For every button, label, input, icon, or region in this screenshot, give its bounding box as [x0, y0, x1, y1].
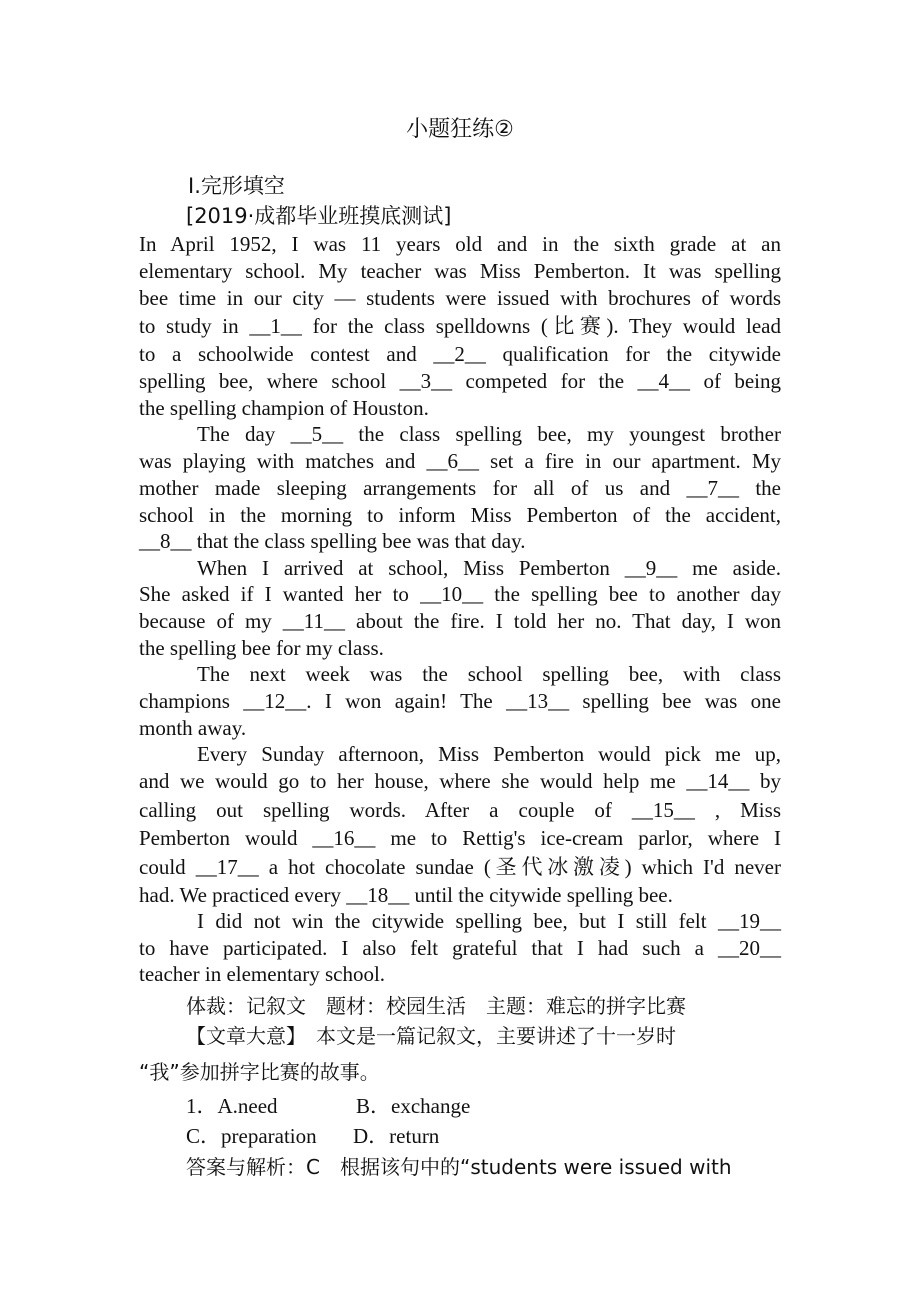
answer-line: 答案与解析：C 根据该句中的“students were issued with — [186, 1155, 732, 1179]
passage-line: because of my __11__ about the fire. I told her no. That day, I won — [139, 609, 781, 633]
passage-line: to a schoolwide contest and __2__ qualification for the citywide — [139, 342, 781, 366]
passage-line: month away. — [139, 716, 247, 740]
passage-line: school in the morning to inform Miss Pemberton of the accident, — [139, 503, 781, 527]
passage-line: mother made sleeping arrangements for all of us and __7__ the — [139, 476, 781, 500]
passage-line: Every Sunday afternoon, Miss Pemberton would pick me up, — [197, 742, 781, 766]
passage-line: to have participated. I also felt grateful that I had such a __20__ — [139, 936, 781, 960]
passage-line: elementary school. My teacher was Miss Pemberton. It was spelling — [139, 259, 781, 283]
passage-line: She asked if I wanted her to __10__ the spelling bee to another day — [139, 582, 781, 606]
summary-line-2: “我”参加拼字比赛的故事。 — [139, 1060, 380, 1084]
passage-line: Pemberton would __16__ me to Rettig's ice-cream parlor, where I — [139, 826, 781, 850]
option-c: C．preparation — [186, 1124, 317, 1148]
summary-line-1: 【文章大意】 本文是一篇记叙文，主要讲述了十一岁时 — [186, 1024, 676, 1048]
passage-line: calling out spelling words. After a couple of __15__ , Miss — [139, 798, 781, 822]
passage-line: the spelling champion of Houston. — [139, 396, 429, 420]
passage-line: champions __12__. I won again! The __13__ spelling bee was one — [139, 689, 781, 713]
option-a: 1．A.need — [186, 1094, 278, 1118]
passage-line: spelling bee, where school __3__ competed for the __4__ of being — [139, 369, 781, 393]
page-title: 小题狂练② — [406, 117, 514, 142]
section-label: Ⅰ.完形填空 — [188, 174, 285, 198]
option-d: D．return — [353, 1124, 440, 1148]
passage-line: the spelling bee for my class. — [139, 636, 384, 660]
passage-line: When I arrived at school, Miss Pemberton __9__ me aside. — [197, 556, 781, 580]
passage-line: teacher in elementary school. — [139, 962, 386, 986]
passage-line: In April 1952, I was 11 years old and in the sixth grade at an — [139, 232, 781, 256]
passage-line: bee time in our city — students were issued with brochures of words — [139, 286, 781, 310]
passage-line: and we would go to her house, where she would help me __14__ by — [139, 769, 781, 793]
option-b: B．exchange — [356, 1094, 471, 1118]
passage-line: had. We practiced every __18__ until the citywide spelling bee. — [139, 883, 673, 907]
genre-line: 体裁：记叙文 题材：校园生活 主题：难忘的拼字比赛 — [186, 994, 686, 1018]
passage-line: was playing with matches and __6__ set a fire in our apartment. My — [139, 449, 781, 473]
passage-line: to study in __1__ for the class spelldowns (比赛). They would lead — [139, 314, 781, 338]
passage-line: The next week was the school spelling bee, with class — [197, 662, 781, 686]
source-label: [2019·成都毕业班摸底测试] — [186, 204, 452, 228]
passage-line: __8__ that the class spelling bee was that day. — [139, 529, 526, 553]
passage-line: could __17__ a hot chocolate sundae (圣代冰激凌) which I'd never — [139, 855, 781, 879]
passage-line: The day __5__ the class spelling bee, my youngest brother — [197, 422, 781, 446]
passage-line: I did not win the citywide spelling bee, but I still felt __19__ — [197, 909, 781, 933]
